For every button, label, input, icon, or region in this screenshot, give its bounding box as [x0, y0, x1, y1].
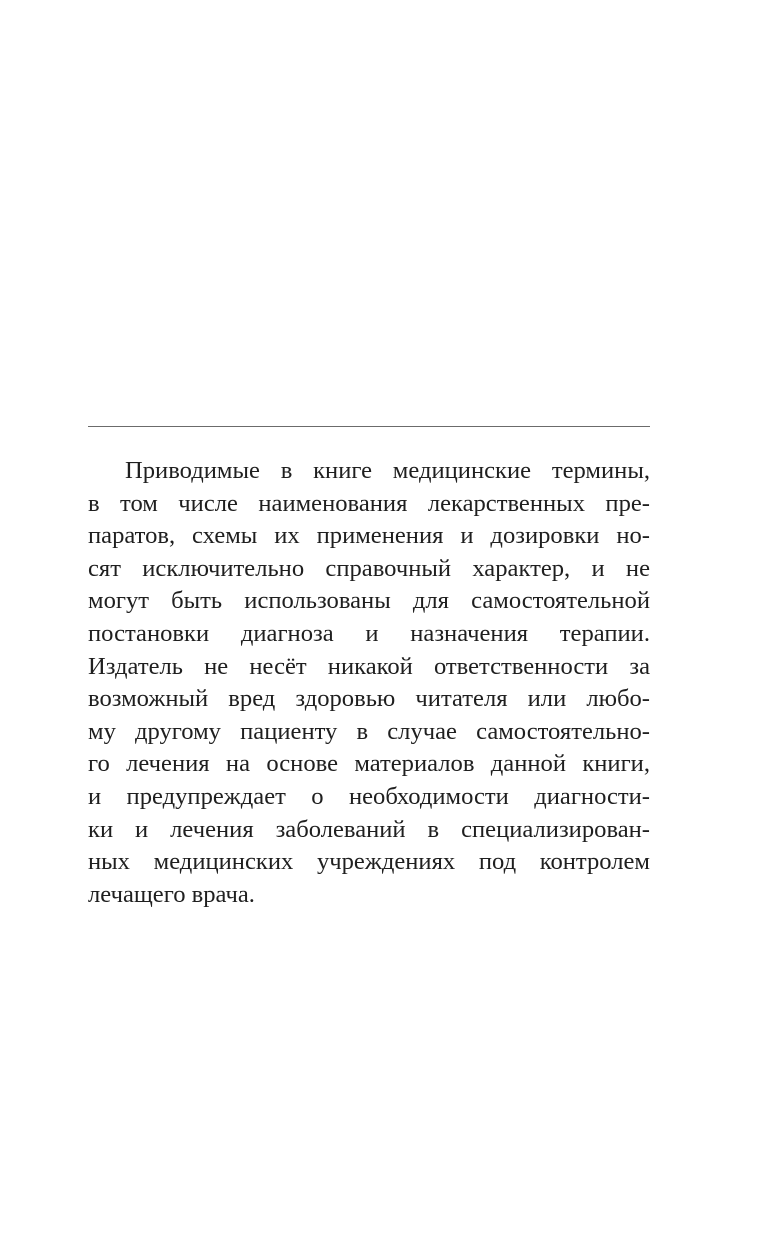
text-line: сят исключительно справочный характер, и не [88, 554, 650, 582]
text-line: могут быть использованы для самостоятельной [88, 587, 650, 615]
text-line: лечащего врача. [88, 880, 255, 908]
text-line: Приводимые в книге медицинские термины, [125, 457, 650, 484]
text-line: возможный вред здоровью читателя или любо- [88, 685, 650, 713]
text-line: Издатель не несёт никакой ответственности за [88, 652, 650, 680]
text-line: паратов, схемы их применения и дозировки но- [88, 522, 650, 550]
medical-disclaimer-paragraph [88, 455, 650, 911]
text-line: постановки диагноза и назначения терапии. [88, 619, 650, 647]
text-line: ных медицинских учреждениях под контролем [88, 848, 650, 876]
text-line: в том числе наименования лекарственных пре- [88, 489, 650, 517]
text-line: му другому пациенту в случае самостоятельно- [88, 717, 650, 745]
divider-line [88, 426, 650, 427]
text-line: ки и лечения заболеваний в специализирован- [88, 815, 650, 843]
text-line: и предупреждает о необходимости диагности- [88, 782, 650, 810]
text-line: го лечения на основе материалов данной книги, [88, 750, 650, 778]
